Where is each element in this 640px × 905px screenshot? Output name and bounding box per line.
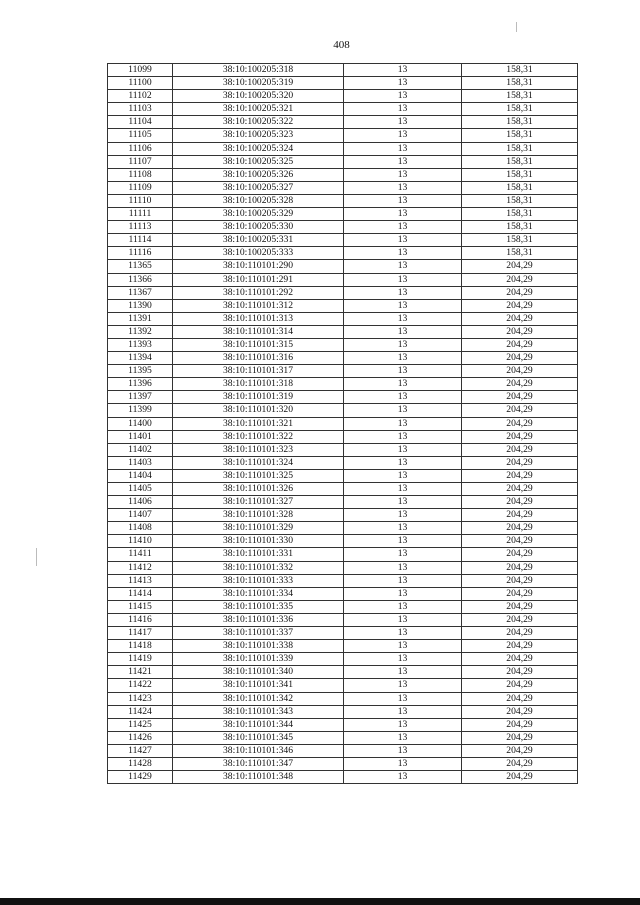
value-cell: 158,31	[462, 77, 578, 90]
table-row	[108, 64, 578, 77]
row-number-cell: 11100	[108, 77, 173, 90]
cadastral-number-cell: 38:10:110101:347	[173, 757, 344, 770]
table-row	[108, 483, 578, 496]
cadastral-number-cell: 38:10:110101:325	[173, 469, 344, 482]
table-row	[108, 77, 578, 90]
cadastral-number-cell: 38:10:110101:292	[173, 286, 344, 299]
value-cell: 204,29	[462, 718, 578, 731]
table-row	[108, 391, 578, 404]
table-row	[108, 443, 578, 456]
value-cell: 204,29	[462, 286, 578, 299]
table-row	[108, 456, 578, 469]
table-row	[108, 129, 578, 142]
value-cell: 204,29	[462, 325, 578, 338]
code-cell: 13	[344, 600, 462, 613]
cadastral-number-cell: 38:10:110101:341	[173, 679, 344, 692]
cadastral-number-cell: 38:10:110101:326	[173, 483, 344, 496]
code-cell: 13	[344, 365, 462, 378]
value-cell: 204,29	[462, 456, 578, 469]
row-number-cell: 11406	[108, 496, 173, 509]
value-cell: 158,31	[462, 90, 578, 103]
row-number-cell: 11099	[108, 64, 173, 77]
value-cell: 158,31	[462, 234, 578, 247]
cadastral-number-cell: 38:10:110101:340	[173, 666, 344, 679]
cadastral-number-cell: 38:10:110101:331	[173, 548, 344, 561]
table-row	[108, 757, 578, 770]
value-cell: 204,29	[462, 417, 578, 430]
row-number-cell: 11393	[108, 338, 173, 351]
scan-bottom-border	[0, 898, 640, 905]
row-number-cell: 11403	[108, 456, 173, 469]
value-cell: 204,29	[462, 679, 578, 692]
code-cell: 13	[344, 168, 462, 181]
code-cell: 13	[344, 443, 462, 456]
cadastral-number-cell: 38:10:100205:320	[173, 90, 344, 103]
cadastral-number-cell: 38:10:100205:319	[173, 77, 344, 90]
code-cell: 13	[344, 286, 462, 299]
table-row	[108, 771, 578, 784]
value-cell: 204,29	[462, 613, 578, 626]
row-number-cell: 11365	[108, 260, 173, 273]
code-cell: 13	[344, 430, 462, 443]
code-cell: 13	[344, 116, 462, 129]
value-cell: 158,31	[462, 168, 578, 181]
scan-edge-mark	[36, 548, 37, 566]
table-row	[108, 496, 578, 509]
table-row	[108, 286, 578, 299]
cadastral-number-cell: 38:10:100205:330	[173, 221, 344, 234]
row-number-cell: 11421	[108, 666, 173, 679]
cadastral-number-cell: 38:10:110101:321	[173, 417, 344, 430]
row-number-cell: 11408	[108, 522, 173, 535]
table-row	[108, 522, 578, 535]
cadastral-number-cell: 38:10:110101:344	[173, 718, 344, 731]
value-cell: 158,31	[462, 129, 578, 142]
code-cell: 13	[344, 181, 462, 194]
page-number: 408	[333, 39, 350, 51]
code-cell: 13	[344, 260, 462, 273]
value-cell: 158,31	[462, 142, 578, 155]
code-cell: 13	[344, 535, 462, 548]
table-row	[108, 338, 578, 351]
code-cell: 13	[344, 338, 462, 351]
row-number-cell: 11397	[108, 391, 173, 404]
cadastral-number-cell: 38:10:110101:313	[173, 312, 344, 325]
row-number-cell: 11109	[108, 181, 173, 194]
cadastral-number-cell: 38:10:110101:345	[173, 731, 344, 744]
cadastral-number-cell: 38:10:110101:339	[173, 653, 344, 666]
row-number-cell: 11411	[108, 548, 173, 561]
row-number-cell: 11390	[108, 299, 173, 312]
row-number-cell: 11103	[108, 103, 173, 116]
cadastral-number-cell: 38:10:110101:324	[173, 456, 344, 469]
code-cell: 13	[344, 155, 462, 168]
row-number-cell: 11413	[108, 574, 173, 587]
code-cell: 13	[344, 64, 462, 77]
code-cell: 13	[344, 469, 462, 482]
row-number-cell: 11404	[108, 469, 173, 482]
code-cell: 13	[344, 757, 462, 770]
row-number-cell: 11425	[108, 718, 173, 731]
code-cell: 13	[344, 705, 462, 718]
table-row	[108, 587, 578, 600]
value-cell: 204,29	[462, 653, 578, 666]
value-cell: 204,29	[462, 391, 578, 404]
row-number-cell: 11407	[108, 509, 173, 522]
cadastral-number-cell: 38:10:110101:315	[173, 338, 344, 351]
code-cell: 13	[344, 194, 462, 207]
code-cell: 13	[344, 325, 462, 338]
code-cell: 13	[344, 391, 462, 404]
value-cell: 204,29	[462, 509, 578, 522]
row-number-cell: 11396	[108, 378, 173, 391]
table-row	[108, 417, 578, 430]
table-row	[108, 574, 578, 587]
value-cell: 204,29	[462, 640, 578, 653]
row-number-cell: 11107	[108, 155, 173, 168]
value-cell: 204,29	[462, 731, 578, 744]
code-cell: 13	[344, 771, 462, 784]
cadastral-number-cell: 38:10:110101:343	[173, 705, 344, 718]
cadastral-number-cell: 38:10:110101:334	[173, 587, 344, 600]
code-cell: 13	[344, 221, 462, 234]
value-cell: 204,29	[462, 535, 578, 548]
row-number-cell: 11400	[108, 417, 173, 430]
code-cell: 13	[344, 299, 462, 312]
cadastral-number-cell: 38:10:110101:332	[173, 561, 344, 574]
cadastral-number-cell: 38:10:100205:322	[173, 116, 344, 129]
cadastral-number-cell: 38:10:110101:328	[173, 509, 344, 522]
cadastral-number-cell: 38:10:100205:329	[173, 208, 344, 221]
table-row	[108, 273, 578, 286]
cadastral-number-cell: 38:10:110101:329	[173, 522, 344, 535]
row-number-cell: 11108	[108, 168, 173, 181]
code-cell: 13	[344, 483, 462, 496]
row-number-cell: 11105	[108, 129, 173, 142]
code-cell: 13	[344, 142, 462, 155]
cadastral-number-cell: 38:10:110101:322	[173, 430, 344, 443]
table-row	[108, 718, 578, 731]
value-cell: 158,31	[462, 194, 578, 207]
code-cell: 13	[344, 653, 462, 666]
cadastral-number-cell: 38:10:110101:320	[173, 404, 344, 417]
code-cell: 13	[344, 640, 462, 653]
table-row	[108, 430, 578, 443]
value-cell: 204,29	[462, 260, 578, 273]
row-number-cell: 11414	[108, 587, 173, 600]
code-cell: 13	[344, 574, 462, 587]
code-cell: 13	[344, 273, 462, 286]
code-cell: 13	[344, 90, 462, 103]
row-number-cell: 11113	[108, 221, 173, 234]
value-cell: 158,31	[462, 103, 578, 116]
value-cell: 158,31	[462, 181, 578, 194]
code-cell: 13	[344, 456, 462, 469]
table-row	[108, 731, 578, 744]
cadastral-number-cell: 38:10:110101:335	[173, 600, 344, 613]
table-row	[108, 561, 578, 574]
cadastral-number-cell: 38:10:110101:338	[173, 640, 344, 653]
table-row	[108, 548, 578, 561]
table-row	[108, 312, 578, 325]
cadastral-number-cell: 38:10:100205:333	[173, 247, 344, 260]
cadastral-number-cell: 38:10:110101:337	[173, 627, 344, 640]
cadastral-number-cell: 38:10:110101:342	[173, 692, 344, 705]
table-row	[108, 535, 578, 548]
value-cell: 204,29	[462, 378, 578, 391]
code-cell: 13	[344, 77, 462, 90]
table-row	[108, 181, 578, 194]
cadastral-number-cell: 38:10:100205:328	[173, 194, 344, 207]
row-number-cell: 11415	[108, 600, 173, 613]
table-row	[108, 221, 578, 234]
code-cell: 13	[344, 509, 462, 522]
code-cell: 13	[344, 744, 462, 757]
code-cell: 13	[344, 666, 462, 679]
table-row	[108, 469, 578, 482]
code-cell: 13	[344, 496, 462, 509]
table-row	[108, 194, 578, 207]
row-number-cell: 11426	[108, 731, 173, 744]
row-number-cell: 11417	[108, 627, 173, 640]
cadastral-number-cell: 38:10:100205:318	[173, 64, 344, 77]
value-cell: 158,31	[462, 221, 578, 234]
table-row	[108, 600, 578, 613]
cadastral-number-cell: 38:10:110101:333	[173, 574, 344, 587]
cadastral-number-cell: 38:10:110101:336	[173, 613, 344, 626]
value-cell: 158,31	[462, 116, 578, 129]
row-number-cell: 11410	[108, 535, 173, 548]
table-row	[108, 168, 578, 181]
row-number-cell: 11423	[108, 692, 173, 705]
table-row	[108, 378, 578, 391]
cadastral-number-cell: 38:10:100205:323	[173, 129, 344, 142]
row-number-cell: 11405	[108, 483, 173, 496]
table-row	[108, 234, 578, 247]
value-cell: 204,29	[462, 744, 578, 757]
value-cell: 204,29	[462, 587, 578, 600]
row-number-cell: 11395	[108, 365, 173, 378]
table-row	[108, 90, 578, 103]
code-cell: 13	[344, 417, 462, 430]
row-number-cell: 11111	[108, 208, 173, 221]
registry-table	[107, 63, 578, 784]
code-cell: 13	[344, 247, 462, 260]
code-cell: 13	[344, 129, 462, 142]
value-cell: 204,29	[462, 600, 578, 613]
cadastral-number-cell: 38:10:110101:314	[173, 325, 344, 338]
table-row	[108, 208, 578, 221]
code-cell: 13	[344, 718, 462, 731]
row-number-cell: 11412	[108, 561, 173, 574]
table-row	[108, 325, 578, 338]
value-cell: 204,29	[462, 443, 578, 456]
row-number-cell: 11418	[108, 640, 173, 653]
cadastral-number-cell: 38:10:110101:316	[173, 352, 344, 365]
code-cell: 13	[344, 627, 462, 640]
cadastral-number-cell: 38:10:110101:348	[173, 771, 344, 784]
table-row	[108, 744, 578, 757]
cadastral-number-cell: 38:10:110101:291	[173, 273, 344, 286]
cadastral-number-cell: 38:10:100205:324	[173, 142, 344, 155]
table-row	[108, 509, 578, 522]
table-row	[108, 653, 578, 666]
cadastral-number-cell: 38:10:100205:327	[173, 181, 344, 194]
value-cell: 158,31	[462, 64, 578, 77]
value-cell: 158,31	[462, 208, 578, 221]
row-number-cell: 11102	[108, 90, 173, 103]
row-number-cell: 11392	[108, 325, 173, 338]
value-cell: 204,29	[462, 430, 578, 443]
row-number-cell: 11391	[108, 312, 173, 325]
row-number-cell: 11427	[108, 744, 173, 757]
table-row	[108, 260, 578, 273]
table-row	[108, 142, 578, 155]
registry-table-body	[108, 64, 578, 784]
row-number-cell: 11416	[108, 613, 173, 626]
row-number-cell: 11428	[108, 757, 173, 770]
row-number-cell: 11429	[108, 771, 173, 784]
value-cell: 204,29	[462, 312, 578, 325]
table-row	[108, 640, 578, 653]
value-cell: 204,29	[462, 273, 578, 286]
table-row	[108, 627, 578, 640]
row-number-cell: 11401	[108, 430, 173, 443]
value-cell: 204,29	[462, 338, 578, 351]
row-number-cell: 11419	[108, 653, 173, 666]
code-cell: 13	[344, 352, 462, 365]
table-row	[108, 705, 578, 718]
code-cell: 13	[344, 208, 462, 221]
scan-edge-mark	[516, 22, 517, 32]
value-cell: 158,31	[462, 247, 578, 260]
table-row	[108, 613, 578, 626]
table-row	[108, 155, 578, 168]
table-row	[108, 352, 578, 365]
row-number-cell: 11366	[108, 273, 173, 286]
row-number-cell: 11402	[108, 443, 173, 456]
row-number-cell: 11104	[108, 116, 173, 129]
value-cell: 204,29	[462, 299, 578, 312]
code-cell: 13	[344, 378, 462, 391]
value-cell: 204,29	[462, 692, 578, 705]
row-number-cell: 11114	[108, 234, 173, 247]
value-cell: 204,29	[462, 352, 578, 365]
cadastral-number-cell: 38:10:110101:312	[173, 299, 344, 312]
value-cell: 204,29	[462, 483, 578, 496]
code-cell: 13	[344, 234, 462, 247]
table-row	[108, 666, 578, 679]
code-cell: 13	[344, 548, 462, 561]
value-cell: 204,29	[462, 757, 578, 770]
cadastral-number-cell: 38:10:110101:346	[173, 744, 344, 757]
value-cell: 204,29	[462, 548, 578, 561]
table-row	[108, 299, 578, 312]
row-number-cell: 11399	[108, 404, 173, 417]
cadastral-number-cell: 38:10:100205:326	[173, 168, 344, 181]
code-cell: 13	[344, 692, 462, 705]
row-number-cell: 11424	[108, 705, 173, 718]
code-cell: 13	[344, 731, 462, 744]
cadastral-number-cell: 38:10:100205:321	[173, 103, 344, 116]
table-row	[108, 103, 578, 116]
table-row	[108, 692, 578, 705]
value-cell: 204,29	[462, 705, 578, 718]
cadastral-number-cell: 38:10:110101:323	[173, 443, 344, 456]
row-number-cell: 11367	[108, 286, 173, 299]
code-cell: 13	[344, 312, 462, 325]
row-number-cell: 11394	[108, 352, 173, 365]
cadastral-number-cell: 38:10:100205:331	[173, 234, 344, 247]
value-cell: 204,29	[462, 365, 578, 378]
row-number-cell: 11116	[108, 247, 173, 260]
code-cell: 13	[344, 522, 462, 535]
code-cell: 13	[344, 103, 462, 116]
cadastral-number-cell: 38:10:110101:290	[173, 260, 344, 273]
value-cell: 158,31	[462, 155, 578, 168]
value-cell: 204,29	[462, 496, 578, 509]
value-cell: 204,29	[462, 771, 578, 784]
table-row	[108, 404, 578, 417]
table-row	[108, 116, 578, 129]
cadastral-number-cell: 38:10:100205:325	[173, 155, 344, 168]
code-cell: 13	[344, 404, 462, 417]
value-cell: 204,29	[462, 522, 578, 535]
value-cell: 204,29	[462, 574, 578, 587]
cadastral-number-cell: 38:10:110101:317	[173, 365, 344, 378]
value-cell: 204,29	[462, 627, 578, 640]
code-cell: 13	[344, 613, 462, 626]
value-cell: 204,29	[462, 404, 578, 417]
table-row	[108, 247, 578, 260]
cadastral-number-cell: 38:10:110101:319	[173, 391, 344, 404]
row-number-cell: 11106	[108, 142, 173, 155]
row-number-cell: 11422	[108, 679, 173, 692]
value-cell: 204,29	[462, 469, 578, 482]
cadastral-number-cell: 38:10:110101:318	[173, 378, 344, 391]
code-cell: 13	[344, 587, 462, 600]
value-cell: 204,29	[462, 666, 578, 679]
cadastral-number-cell: 38:10:110101:327	[173, 496, 344, 509]
row-number-cell: 11110	[108, 194, 173, 207]
table-row	[108, 679, 578, 692]
value-cell: 204,29	[462, 561, 578, 574]
cadastral-number-cell: 38:10:110101:330	[173, 535, 344, 548]
code-cell: 13	[344, 561, 462, 574]
code-cell: 13	[344, 679, 462, 692]
table-row	[108, 365, 578, 378]
